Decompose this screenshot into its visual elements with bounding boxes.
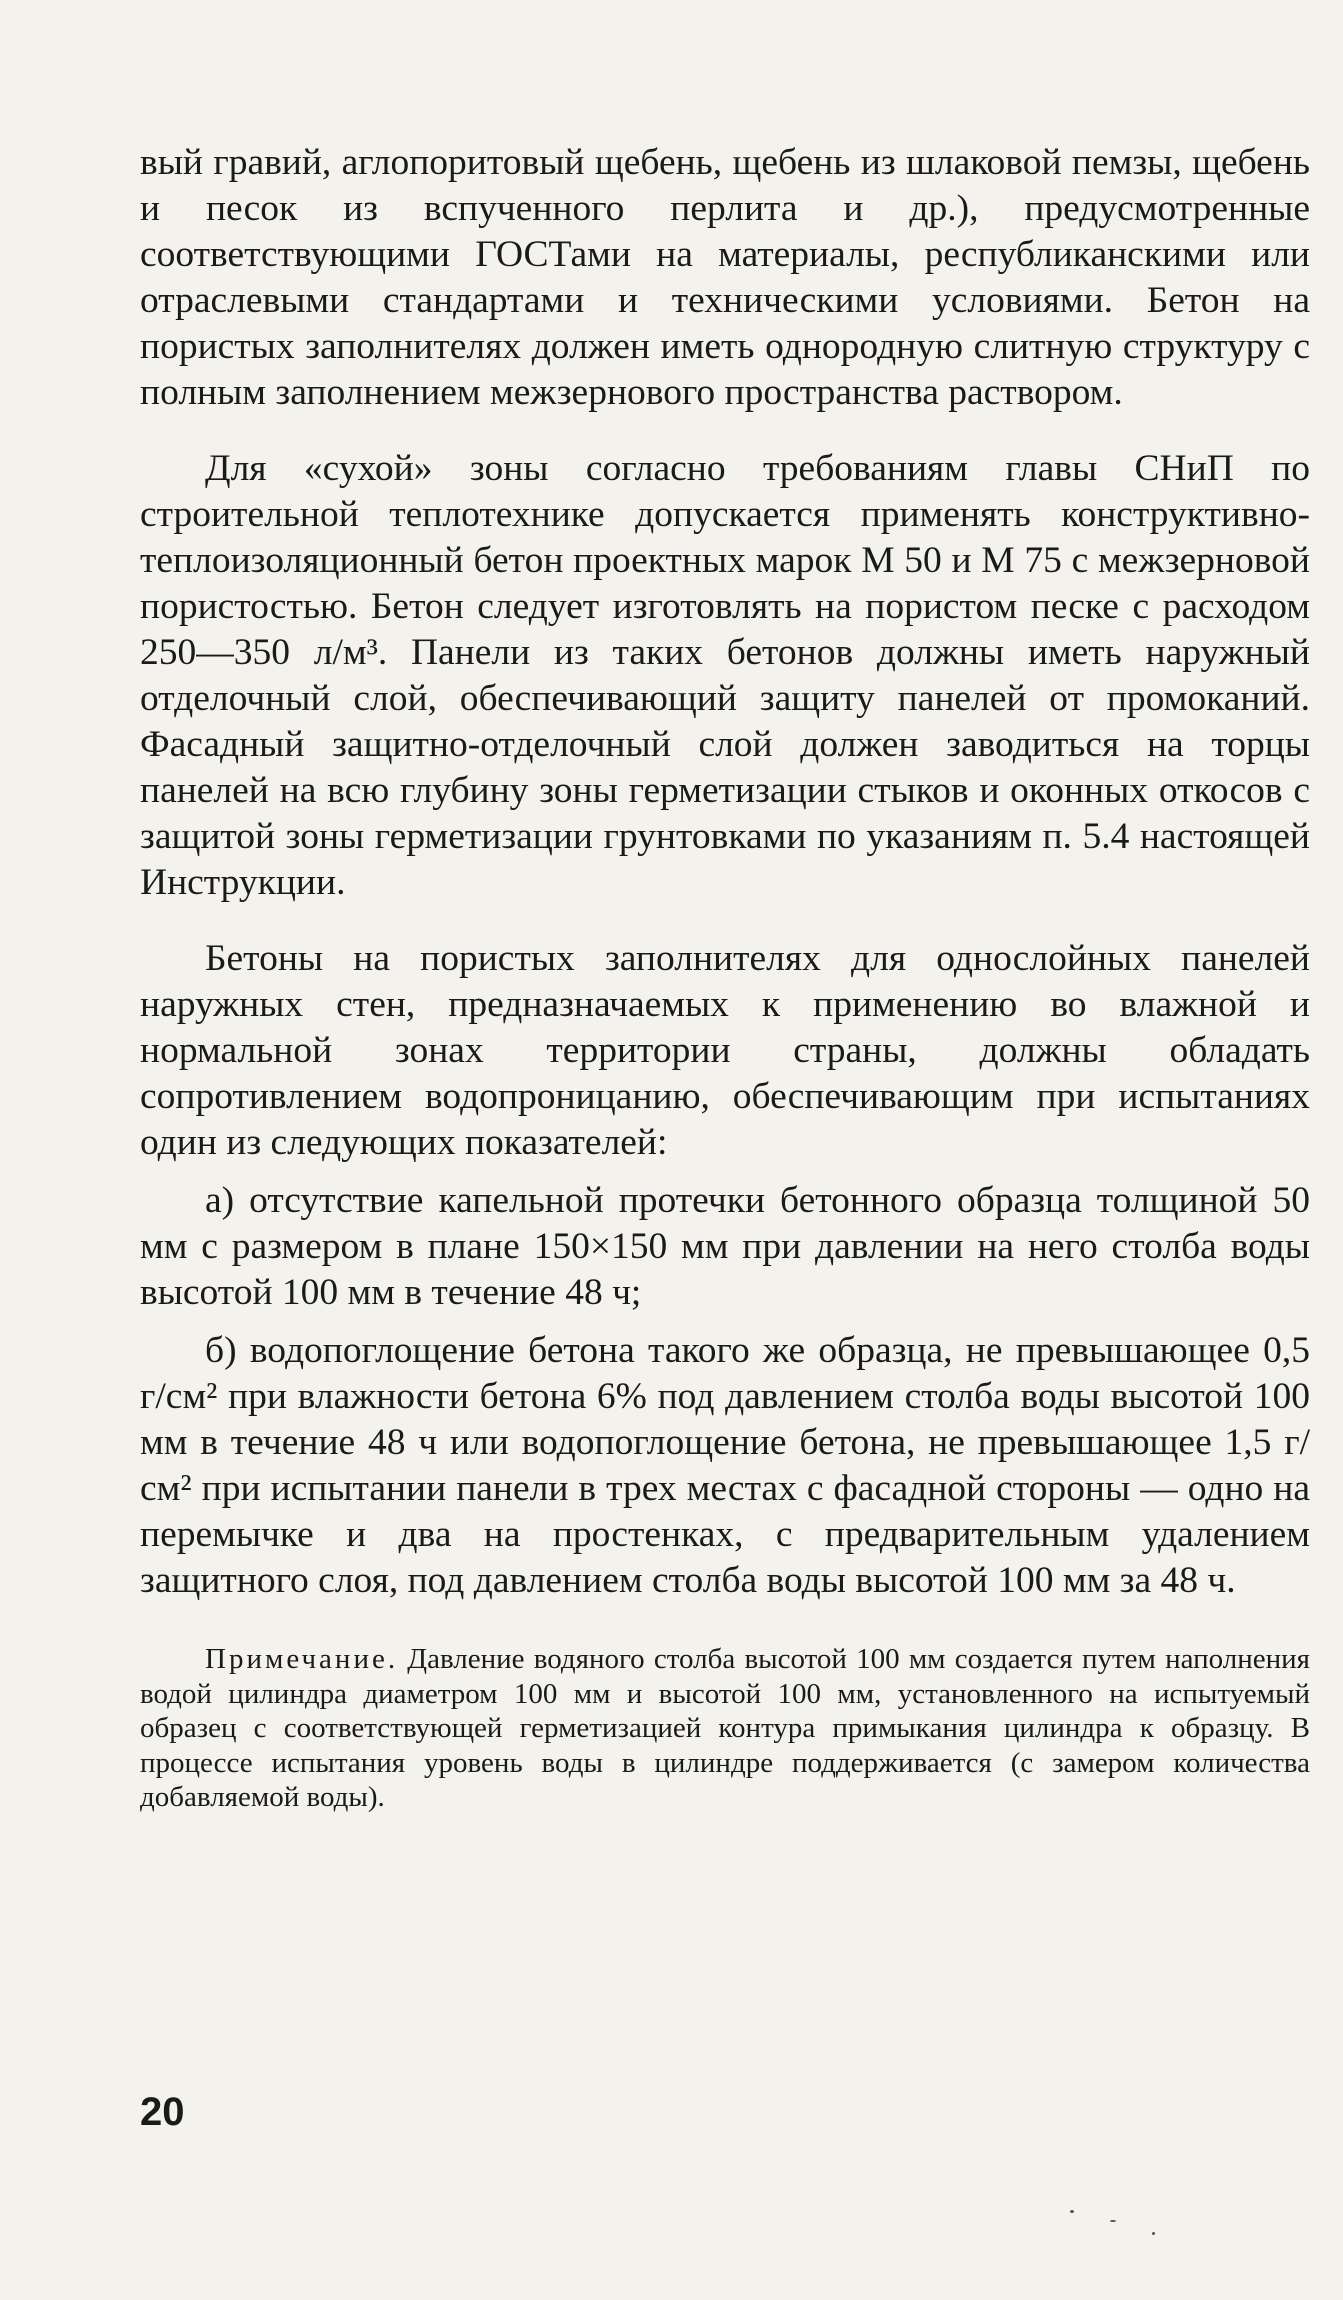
list-item-b: б) водопоглощение бетона такого же образца, не превышающее 0,5 г/см² при влажности бетона 6% под давлением столба воды высотой 100 мм в течение 48 ч или водопоглощение бетона, не превышающее 1,5 г/см² при испытании панели в трех местах с фасадной стороны — одно на перемычке и два на простенках, с предварительным удалением защитного слоя, под давлением столба воды высотой 100 мм за 48 ч. — [140, 1330, 1310, 1601]
paragraph-dry-zone: Для «сухой» зоны согласно требованиям главы СНиП по строительной теплотехнике допускается применять конструктивно-теплоизоляционный бетон проектных марок М 50 и М 75 с межзерновой пористостью. Бетон следует изготовлять на пористом песке с расходом 250—350 л/м³. Панели из таких бетонов должны иметь наружный отделочный слой, обеспечивающий защиту панелей от промоканий. Фасадный защитно-отделочный слой должен заводиться на торцы панелей на всю глубину зоны герметизации стыков и оконных откосов с защитой зоны герметизации грунтовками по указаниям п. 5.4 настоящей Инструкции. — [140, 448, 1310, 903]
list-item-a: а) отсутствие капельной протечки бетонного образца толщиной 50 мм с размером в плане 150×150 мм при давлении на него столба воды высотой 100 мм в течение 48 ч; — [140, 1180, 1310, 1313]
page-number: 20 — [140, 2090, 185, 2134]
print-speck — [1110, 2220, 1116, 2222]
footnote-text: Давление водяного столба высотой 100 мм создается путем наполнения водой цилиндра диаметром 100 мм и высотой 100 мм, установленного на испытуемый образец с соответствующей герметизацией контура примыкания цилиндра к образцу. В процессе испытания уровень воды в цилиндре поддерживается (с замером количества добавляемой воды). — [140, 1643, 1310, 1813]
paragraph-continuation: вый гравий, аглопоритовый щебень, щебень из шлаковой пемзы, щебень и песок из вспученного перлита и др.), предусмотренные соответствующими ГОСТами на материалы, республиканскими или отраслевыми стандартами и техническими условиями. Бетон на пористых заполнителях должен иметь однородную слитную структуру с полным заполнением межзернового пространства раствором. — [140, 142, 1310, 413]
print-speck — [1152, 2232, 1155, 2235]
print-speck — [1070, 2210, 1074, 2213]
footnote-label: Примечание. — [205, 1643, 399, 1675]
paragraph-porous-concrete: Бетоны на пористых заполнителях для однослойных панелей наружных стен, предназначаемых к применению во влажной и нормальной зонах территории страны, должны обладать сопротивлением водопроницанию, обеспечивающим при испытаниях один из следующих показателей: — [140, 938, 1310, 1163]
page-body — [140, 140, 1310, 1844]
footnote — [140, 1642, 1310, 1815]
